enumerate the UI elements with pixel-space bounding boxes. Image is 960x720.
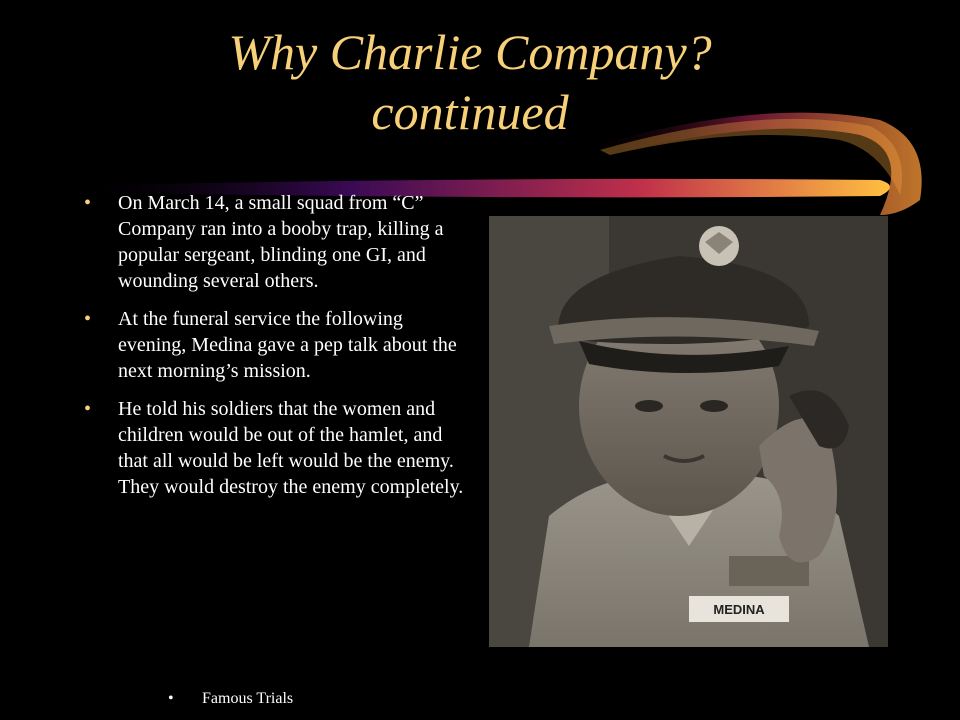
portrait-photo <box>489 216 888 647</box>
bullet-text: On March 14, a small squad from “C” Company ran into a booby trap, killing a popular sergeant, blinding one GI, and wounding several others. <box>118 192 444 292</box>
bullet-item <box>84 306 474 384</box>
title-line-1: Why Charlie Company? <box>228 24 712 80</box>
footer-text: Famous Trials <box>202 690 294 707</box>
bullet-text: At the funeral service the following evening, Medina gave a pep talk about the next morning’s mission. <box>118 308 457 382</box>
footer-bullet-icon: • <box>168 690 174 707</box>
bullet-list <box>84 190 474 512</box>
bullet-item <box>84 190 474 294</box>
bullet-icon: • <box>84 192 92 214</box>
bullet-icon: • <box>84 308 92 330</box>
bullet-item <box>84 396 474 500</box>
name-tag-text: MEDINA <box>713 602 765 617</box>
cap-insignia-icon <box>699 226 739 266</box>
bullet-icon: • <box>84 398 92 420</box>
bullet-text: He told his soldiers that the women and children would be out of the hamlet, and that all would be left would be the enemy. They would destroy the enemy completely. <box>118 398 464 498</box>
title-line-2: continued <box>371 84 569 140</box>
portrait-illustration <box>489 216 888 647</box>
slide-title <box>150 22 790 142</box>
